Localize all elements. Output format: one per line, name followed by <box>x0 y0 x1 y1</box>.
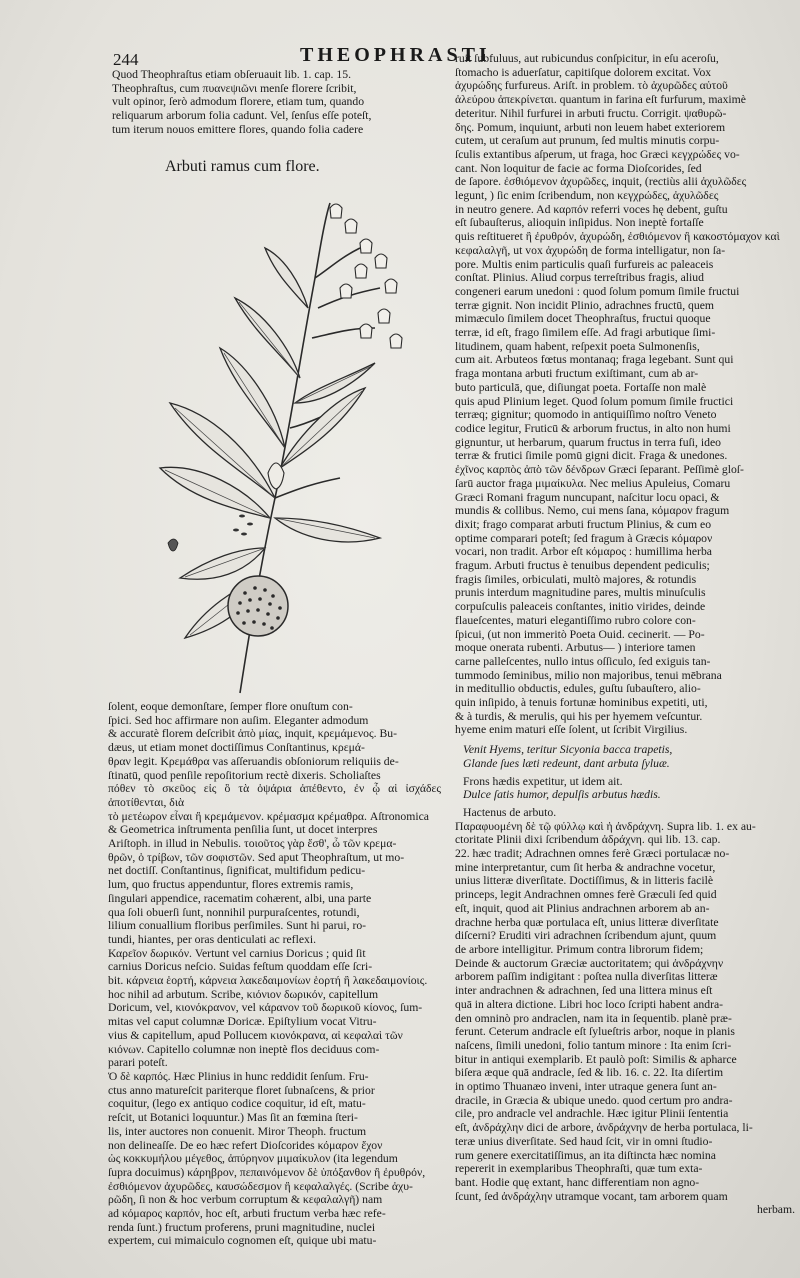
text-line: Doricum, vel, κιονόκρανον, vel κάρανον τοῦ δωρικοῦ κίονος, ſum- <box>108 1001 423 1015</box>
text-line: dæus, ut etiam monet doctiſſimus Conſtantinus, κρεμά- <box>108 741 365 755</box>
text-line: ἀχυρώδης furfureus. Ariſt. in problem. τὸ ἀχυρῶδες αὐτοῦ <box>455 79 728 93</box>
leaf <box>275 518 380 542</box>
text-line: Frons hædis expetitur, ut idem ait. <box>463 774 623 788</box>
text-line: Deinde & auctorum Græciæ auctoritatem; qui ἀνδράχνην <box>455 956 724 970</box>
text-line: lilium conuallium floribus perſimiles. Sunt hi parui, ro- <box>108 919 367 933</box>
text-line: mitas vel caput columnæ Doricæ. Epiſtylium vocat Vitru- <box>108 1015 377 1029</box>
right-column <box>455 52 795 1217</box>
flower-bell <box>378 309 390 323</box>
leaf <box>265 248 308 308</box>
text-line: ρῶδη, ſi non & hoc verbum corruptum & κεφαλαλγῆ) nam <box>108 1193 383 1207</box>
text-line: dixit; frago comparat arbuti fructum Plinius, & cum eo <box>455 517 712 531</box>
text-line: coquitur, (lego ex antiquo codice coquitur, id eſt, matu- <box>108 1097 366 1111</box>
text-line: de arbore intelligitur. Primum contra librorum fidem; <box>455 943 704 956</box>
left-column-top <box>112 68 445 137</box>
text-line: τὸ μετέωρον εἶναι ἢ κρεμάμενον. κρέμασμα κρέμαθρα. Aſtronomica <box>108 809 429 823</box>
text-line: naſcens, ſimili unedoni, folio tantum minore : Ita enim ſcri- <box>455 1038 732 1052</box>
text-line: biſera æque quā andracle, ſed & lib. 16. c. 22. Ita diſertim <box>455 1066 724 1080</box>
text-line: θρῶν, ὁ τρίβων, τῶν σοφιστῶν. Sed aput Theophraſtum, ut mo- <box>108 850 405 864</box>
text-line: quin inſipido, à tenuis fortunæ hominibus expetiti, uti, <box>455 696 708 710</box>
text-line: Ariſtoph. in illud in Nebulis. τοιοῦτος γὰρ ἔσθ', ὦ τῶν κρεμα- <box>108 837 397 851</box>
text-line: in meditullio obductis, edules, guſtu ſubauſtero, alio- <box>455 682 701 696</box>
verse-line: Venit Hyems, teritur Sicyonia bacca trapetis, <box>463 743 673 757</box>
text-line: congeneri earum unedoni : quod ſolum pomum ſimile fructui <box>455 284 740 298</box>
text-line: ſtinatū, quod penſile repoſitorium rectè dixeris. Scholiaſtes <box>108 768 381 782</box>
text-line: non delineaſſe. De eo hæc refert Dioſcorides κόμαρον ἔχον <box>108 1138 383 1152</box>
text-line: & à turdis, & merulis, qui his per hyemem veſcuntur. <box>455 709 703 723</box>
text-line: quis reſtitueret ἢ ἐρυθρόν, ἀχυρώδη, ἐσθιόμενον ἢ κακοστόμαχον καὶ <box>455 230 780 244</box>
verse-line: Glande ſues læti redeunt, dant arbuta ſyluæ. <box>463 756 670 770</box>
text-line: gignuntur, ut herbarum, quarum fructus in terra fuſi, ideo <box>455 435 721 449</box>
text-line: den omninò pro andraclen, nam ita in ſequentib. planè præ- <box>455 1011 732 1025</box>
text-line: terræ & frutici ſimile pomū gigni dicit. Fraga & unedones. <box>455 449 728 463</box>
text-line: deteritur. Nihil furfurei in arbuti fructu. Corrigit. ψαθυρῶ- <box>455 106 727 120</box>
text-line: reſcit, ut Botanici loquuntur.) Mas ſit an fœmina ſteri- <box>108 1111 358 1125</box>
text-line: renda ſunt.) fructum proferens, pruni magnitudine, nuclei <box>108 1220 376 1234</box>
flower-bell <box>345 219 357 233</box>
text-line: 22. hæc tradit; Adrachnen omnes ferè Græci portulacæ no- <box>455 847 730 861</box>
flower-bell <box>375 254 387 268</box>
running-title: THEOPHRASTI <box>300 44 491 66</box>
text-line: πόθεν τὸ σκεῦος εἰς ὃ τὰ ὀψάρια ἀπέθεντο, ἐν ᾧ αἱ ἰσχάδες ἀποτίθενται, διὰ <box>108 782 441 809</box>
arbutus-branch-illustration <box>140 188 440 700</box>
text-line: eſt, ἀνδράχλην dici de arbore, ἀνδράχνην de herba portulaca, li- <box>455 1121 753 1135</box>
text-line: κιόνων. Capitello columnæ non ineptè flos deciduus com- <box>108 1042 380 1056</box>
text-line: unius litteræ diverſitate. Doctiſſimus, & in litteris facilè <box>455 874 714 888</box>
text-line: terræ gignit. Non incidit Plinio, adrachnes fructū, quem <box>455 298 715 312</box>
text-line: teræ unius diverſitate. Sed haud ſcit, vir in omni ſtudio- <box>455 1134 713 1148</box>
text-line: carnius Doricus neſcio. Suidas feſtum quoddam eſſe ſcri- <box>108 960 373 974</box>
text-line: litudinem, quam habent, reſpexit poeta Sulmonenſis, <box>455 339 700 353</box>
text-line: terræq; gignitur; quomodo in antiquiſſimo noſtro Veneto <box>455 408 717 422</box>
text-line: drachne herba quæ portulaca eſt, unius litteræ diverſitate <box>455 915 719 929</box>
text-line: & accuratè florem deſcribit ἀπὸ μίας, inquit, κρεμάμενος. Bu- <box>108 727 398 741</box>
text-line: moque onerata rubenti. Arbutus— ) interiore tamen <box>455 641 696 655</box>
text-line: Theophraſtus, cum πυανεψιῶνι menſe florere ſcribit, <box>112 81 357 95</box>
flower-bell <box>385 279 397 293</box>
text-line: ſingulari appendice, racematim cohærent, albi, una parte <box>108 891 372 905</box>
flower-bell <box>360 324 372 338</box>
text-line: ſculis extantibus aſperum, ut fraga, hoc Græci κεγχρώδες vo- <box>455 147 740 161</box>
text-line: cum ait. Arbuteos fœtus montanaq; fraga legebant. Sunt qui <box>455 353 734 367</box>
text-line: ſpici. Sed hoc affirmare non auſim. Eleganter admodum <box>108 713 369 727</box>
text-line: cutem, ut ceraſum aut prunum, ſed multis minutis corpu- <box>455 134 720 148</box>
text-line: terræ, id eſt, frago ſimilem eſſe. Ad fragi arbutique ſimi- <box>455 326 716 340</box>
page-number: 244 <box>113 50 139 69</box>
flower-bell <box>360 239 372 253</box>
seed <box>233 529 239 532</box>
text-line: fragum. Arbuti fructus è tenuibus dependent pediculis; <box>455 559 710 573</box>
text-line: lis, inter auctores non conuenit. Miror Theoph. fructum <box>108 1124 367 1138</box>
text-line: expertem, cui mimaiculo cognomen eſt, quique ubi matu- <box>108 1234 377 1248</box>
text-line: fraga montana arbuti fructum exiſtimant, cum ab ar- <box>455 367 699 381</box>
text-line: ἐχῖνος καρπὸς ἀπὸ τῶν δένδρων Græci ſeparant. Peſſimè gloſ- <box>455 463 744 477</box>
text-line: Ὁ δὲ καρπός. Hæc Plinius in hunc reddidit ſenſum. Fru- <box>108 1069 369 1083</box>
text-line: repererit in exemplaribus Theophraſti, quæ tum exta- <box>455 1162 703 1176</box>
text-line: ἐσθιόμενον ἀχυρῶδες, καυσώδεσμον ἢ κεφαλαλγές. (Scribe ἀχυ- <box>108 1179 413 1193</box>
text-line: ſpicui, (ut non immeritò Poeta Ouid. cecinerit. — Po- <box>455 627 705 641</box>
text-line: diſcerni? Eruditi viri adrachnen ſcribendum ajunt, quum <box>455 929 717 943</box>
text-line: ruit ſubfuluus, aut rubicundus conſpicitur, in eſu aceroſu, <box>455 52 719 65</box>
text-line: hoc nihil ad arbutum. Scribe, κιόνιον δωρικόν, capitellum <box>108 987 379 1001</box>
text-line: fragis ſimiles, orbiculati, multò majores, & rotundis <box>455 572 697 586</box>
text-line: de ſapore. ἐσθιόμενον ἀχυρῶδες, inquit, (rectiùs alii ἀχυλῶδες <box>455 175 747 189</box>
text-line: mimæculo ſimilem docet Theophraſtus, fructui quoque <box>455 312 711 326</box>
text-line: Quod Theophraſtus etiam obſeruauit lib. 1. cap. 15. <box>112 68 352 81</box>
text-line: Καρεῖον δωρικόν. Vertunt vel carnius Doricus ; quid ſit <box>108 946 366 960</box>
seed <box>241 533 247 536</box>
text-line: eſt, inquit, quod ait Plinius andrachnen arborem ab an- <box>455 901 710 915</box>
text-line: pore. Multis enim particulis quaſi furfureis ac paleaceis <box>455 257 714 271</box>
text-line: quā in altera dictione. Libri hoc loco ſcripti habent andra- <box>455 997 724 1011</box>
text-line: optime comparari poteſt; ſed fragum à Græcis κόμαρον <box>455 531 713 545</box>
text-line: legunt, ) ſic enim ſcribendum, non κεγχρώδες, ἀχυλῶδες <box>455 189 719 203</box>
text-line: ctoritate Plinii dixi ſcribendum ἀδράχνη. qui lib. 13. cap. <box>455 833 721 847</box>
text-line: mundis & collibus. Nemo, cui mens ſana, κόμαρον fragum <box>455 504 730 518</box>
text-line: θραν legit. Κρεμάθρα vas aſſeruandis obſoniorum reliquiis de- <box>108 754 399 768</box>
text-line: bitur in antiqui exemplarib. Et paulò poſt: Similis & apharce <box>455 1052 737 1066</box>
text-line: inter andrachnen & adrachnen, ſed una littera minus eſt <box>455 984 713 998</box>
text-line: ἀλεύρου ἀπεκρίνεται. quantum in farina eſt furfurum, maximè <box>455 93 746 107</box>
text-line: prunis interdum magnitudine pares, multis minuſculis <box>455 586 706 600</box>
text-line: flaueſcentes, maturi elegantiſſimo rubro colore con- <box>455 613 696 627</box>
text-line: codice legitur, Fruticū & arborum fructus, in alto non humi <box>455 421 731 435</box>
text-line: parari poteſt. <box>108 1056 168 1070</box>
text-line: tummodo ſeminibus, milio non majoribus, tenui mēbrana <box>455 668 722 682</box>
text-line: ſupra docuimus) κάρηβρον, πεπαινόμενον δὲ ὑπόξανθον ἢ ἐρυθρόν, <box>108 1165 426 1179</box>
text-line: conſtat. Plinius. Aliud corpus terreſtribus fragis, aliud <box>455 271 704 285</box>
text-line: hyeme enim maturi eſſe ſolent, ut ſcribit Virgilius. <box>455 723 688 737</box>
text-line: ad κόμαρος καρπόν, hoc eſt, arbuti fructum verba hæc refe- <box>108 1207 386 1221</box>
text-line: eſt ſubauſterus, alioquin inſipidus. Non ineptè fortaſſe <box>455 216 704 230</box>
text-line: net doctiſſ. Conſtantinus, ſignificat, multifidum pedicu- <box>108 864 366 878</box>
catchword: herbam. <box>757 1203 795 1217</box>
text-line: δης. Pomum, inquiunt, arbuti non leuem habet exteriorem <box>455 120 726 134</box>
text-line: ctus anno matureſcit pariterque floret ſubnaſcens, & prior <box>108 1083 375 1097</box>
flower-bell <box>330 204 342 218</box>
text-line: tundi, hiantes, per oras denticulati ac reflexi. <box>108 932 317 946</box>
text-line: Græci Romani fragum nuncupant, naſcitur locu opaci, & <box>455 490 720 504</box>
text-line: buto particulā, que, diſiungat poeta. Fortaſſe non malè <box>455 380 707 394</box>
text-line: reliquarum arborum folia cadunt. Vel, ſenſus eſſe poteſt, <box>112 109 372 123</box>
text-line: ſarū auctor fraga μιμαίκυλα. Nec melius Apuleius, Comaru <box>455 476 731 490</box>
text-line: arborem paſſim indigitant : poſtea nulla diverſitas litteræ <box>455 970 718 984</box>
text-line: lum, quo fructus appenduntur, flores extremis ramis, <box>108 878 354 892</box>
text-line: ſtomacho is aduerſatur, capitiſque dolorem excitat. Vox <box>455 65 712 79</box>
section-end: Hactenus de arbuto. <box>463 805 557 819</box>
left-column-bottom <box>108 700 441 1248</box>
seed <box>247 523 253 526</box>
flower-bell <box>355 264 367 278</box>
text-line: mine interpretantur, cum ſit herba & andrachne vocetur, <box>455 860 716 874</box>
text-line: rum genere exercitatiſſimus, an ita diſtincta hæc nomina <box>455 1148 716 1162</box>
seed-pod <box>168 539 178 551</box>
verse-line: Dulce ſatis humor, depulſis arbutus hædis. <box>463 788 661 802</box>
flower-detail <box>268 463 284 489</box>
text-line: ferunt. Ceterum andracle eſt ſylueſtris arbor, noque in planis <box>455 1025 735 1039</box>
text-line: quis apud Plinium leget. Quod ſolum pomum ſimile fructici <box>455 394 734 408</box>
flower-bell <box>390 334 402 348</box>
text-line: Παραφυομένη δὲ τῷ φύλλῳ καὶ ἡ ἀνδράχνη. Supra lib. 1. ex au- <box>455 819 756 833</box>
text-line: carne palleſcentes, nullo intus oſſiculo, ſed exiguis tan- <box>455 654 711 668</box>
figure-caption: Arbuti ramus cum flore. <box>165 158 320 175</box>
text-line: in optimo Thuanæo inveni, inter utraque genera ſunt an- <box>455 1080 717 1094</box>
text-line: ὡς κοκκυμήλου μέγεθος, ἀπύρηνον μιμαίκυλον (ita legendum <box>108 1152 398 1166</box>
text-line: bit. κάρνεια ἑορτή, κάρνεια λακεδαιμονίων ἑορτή ἢ λακεδαιμονίοις. <box>108 974 428 988</box>
text-line: cile, pro andracle vel andrachle. Hæc igitur Plinii ſententia <box>455 1107 729 1121</box>
text-line: corpuſculis paleaceis conſtantes, initio virides, deinde <box>455 600 706 614</box>
arbutus-fruit <box>228 576 288 636</box>
text-line: vult opinor, ſerò admodum florere, etiam tum, quando <box>112 95 365 109</box>
text-line: dracile, in Græcia & ubique unedo. quod certum pro andra- <box>455 1093 733 1107</box>
text-line: qua ſoli obuerſi ſunt, nonnihil purpuraſcentes, rotundi, <box>108 905 360 919</box>
text-line: vocari, non tradit. Arbor eſt κόμαρος : humillima herba <box>455 545 712 559</box>
text-line: & Geometrica inſtrumenta penſilia ſunt, ut docet interpres <box>108 823 378 837</box>
flower-bell <box>340 284 352 298</box>
text-line: bant. Hodie quę extant, hanc differentiam non agno- <box>455 1175 700 1189</box>
text-line: κεφαλαλγῆ, ut vox ἀχυρώδη de forma intelligatur, non ſa- <box>455 243 726 257</box>
text-line: tum iterum nouos emittere flores, quando folia cadere <box>112 122 364 136</box>
seed <box>239 515 245 518</box>
text-line: ſcunt, ſed ἀνδράχλην utramque vocant, tam arborem quam <box>455 1189 728 1203</box>
text-line: vius & capitellum, apud Pollucem κιονόκρανα, αἱ κεφαλαὶ τῶν <box>108 1028 403 1042</box>
text-line: princeps, legit Andrachnen omnes ferè Græculi ſed quid <box>455 888 717 902</box>
text-line: ſolent, eoque demonſtare, ſemper flore onuſtum con- <box>108 700 353 713</box>
text-line: cant. Non loquitur de facie ac forma Dioſcorides, ſed <box>455 161 702 175</box>
text-line: in neutro genere. Ad καρπόν referri voces hę debent, guſtu <box>455 202 728 216</box>
